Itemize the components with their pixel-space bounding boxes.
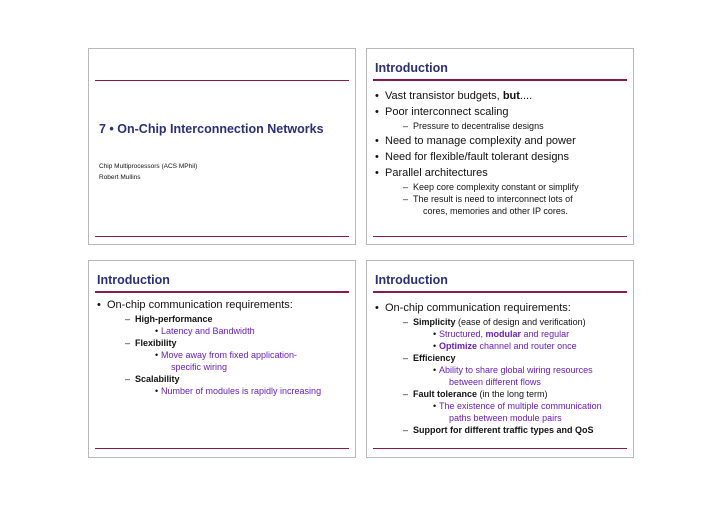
sub-bullet-continuation: cores, memories and other IP cores. bbox=[423, 206, 568, 216]
bullet-item: • Parallel architectures bbox=[375, 167, 488, 179]
slide-introduction-2 bbox=[88, 260, 356, 458]
header-rule bbox=[373, 291, 627, 293]
sub-sub-bullet-continuation: between different flows bbox=[449, 377, 541, 387]
slide-content bbox=[375, 87, 627, 218]
bullet-item: • Poor interconnect scaling bbox=[375, 106, 509, 118]
sub-sub-bullet-continuation: specific wiring bbox=[171, 362, 228, 372]
sub-bullet-item: – High-performance bbox=[125, 314, 213, 324]
presentation-title: 7 • On-Chip Interconnection Networks bbox=[99, 122, 324, 136]
sub-sub-bullet-item: • Structured, modular and regular bbox=[433, 329, 570, 339]
sub-bullet-item: – Keep core complexity constant or simplify bbox=[403, 182, 579, 192]
slide-content bbox=[375, 299, 627, 437]
slide-heading: Introduction bbox=[375, 273, 448, 287]
footer-rule bbox=[95, 236, 349, 237]
sub-sub-bullet-item: • The existence of multiple communication bbox=[433, 401, 602, 411]
slide-heading: Introduction bbox=[97, 273, 170, 287]
sub-bullet-item: – The result is need to interconnect lots of bbox=[403, 194, 573, 204]
footer-rule bbox=[373, 448, 627, 449]
slide-title bbox=[88, 48, 356, 245]
header-rule bbox=[95, 80, 349, 81]
header-rule bbox=[373, 79, 627, 81]
sub-sub-bullet-continuation: paths between module pairs bbox=[449, 413, 562, 423]
footer-rule bbox=[373, 236, 627, 237]
slide-content bbox=[97, 296, 349, 398]
header-rule bbox=[95, 291, 349, 293]
sub-bullet-item: – Support for different traffic types and QoS bbox=[403, 425, 594, 435]
sub-sub-bullet-item: • Move away from fixed application- bbox=[155, 350, 298, 360]
bullet-item: • On-chip communication requirements: bbox=[375, 302, 571, 314]
footer-rule bbox=[95, 448, 349, 449]
sub-bullet-item: – Scalability bbox=[125, 374, 180, 384]
sub-bullet-item: – Flexibility bbox=[125, 338, 177, 348]
sub-bullet-item: – Efficiency bbox=[403, 353, 456, 363]
slide-heading: Introduction bbox=[375, 61, 448, 75]
sub-sub-bullet-item: • Latency and Bandwidth bbox=[155, 326, 255, 336]
author-name: Robert Mullins bbox=[99, 174, 141, 181]
bullet-item: • Need for flexible/fault tolerant designs bbox=[375, 151, 570, 163]
course-subtitle: Chip Multiprocessors (ACS MPhil) bbox=[99, 163, 198, 170]
sub-bullet-item: – Fault tolerance (in the long term) bbox=[403, 389, 548, 399]
sub-bullet-item: – Simplicity (ease of design and verification) bbox=[403, 317, 586, 327]
sub-bullet-item: – Pressure to decentralise designs bbox=[403, 121, 544, 131]
bullet-item: • Vast transistor budgets, but.... bbox=[375, 90, 533, 102]
slide-introduction-3 bbox=[366, 260, 634, 458]
sub-sub-bullet-item: • Ability to share global wiring resources bbox=[433, 365, 593, 375]
sub-sub-bullet-item: • Number of modules is rapidly increasing bbox=[155, 386, 322, 396]
bullet-item: • Need to manage complexity and power bbox=[375, 135, 576, 147]
bullet-item: • On-chip communication requirements: bbox=[97, 299, 293, 311]
slide-introduction-1 bbox=[366, 48, 634, 245]
sub-sub-bullet-item: • Optimize channel and router once bbox=[433, 341, 577, 351]
